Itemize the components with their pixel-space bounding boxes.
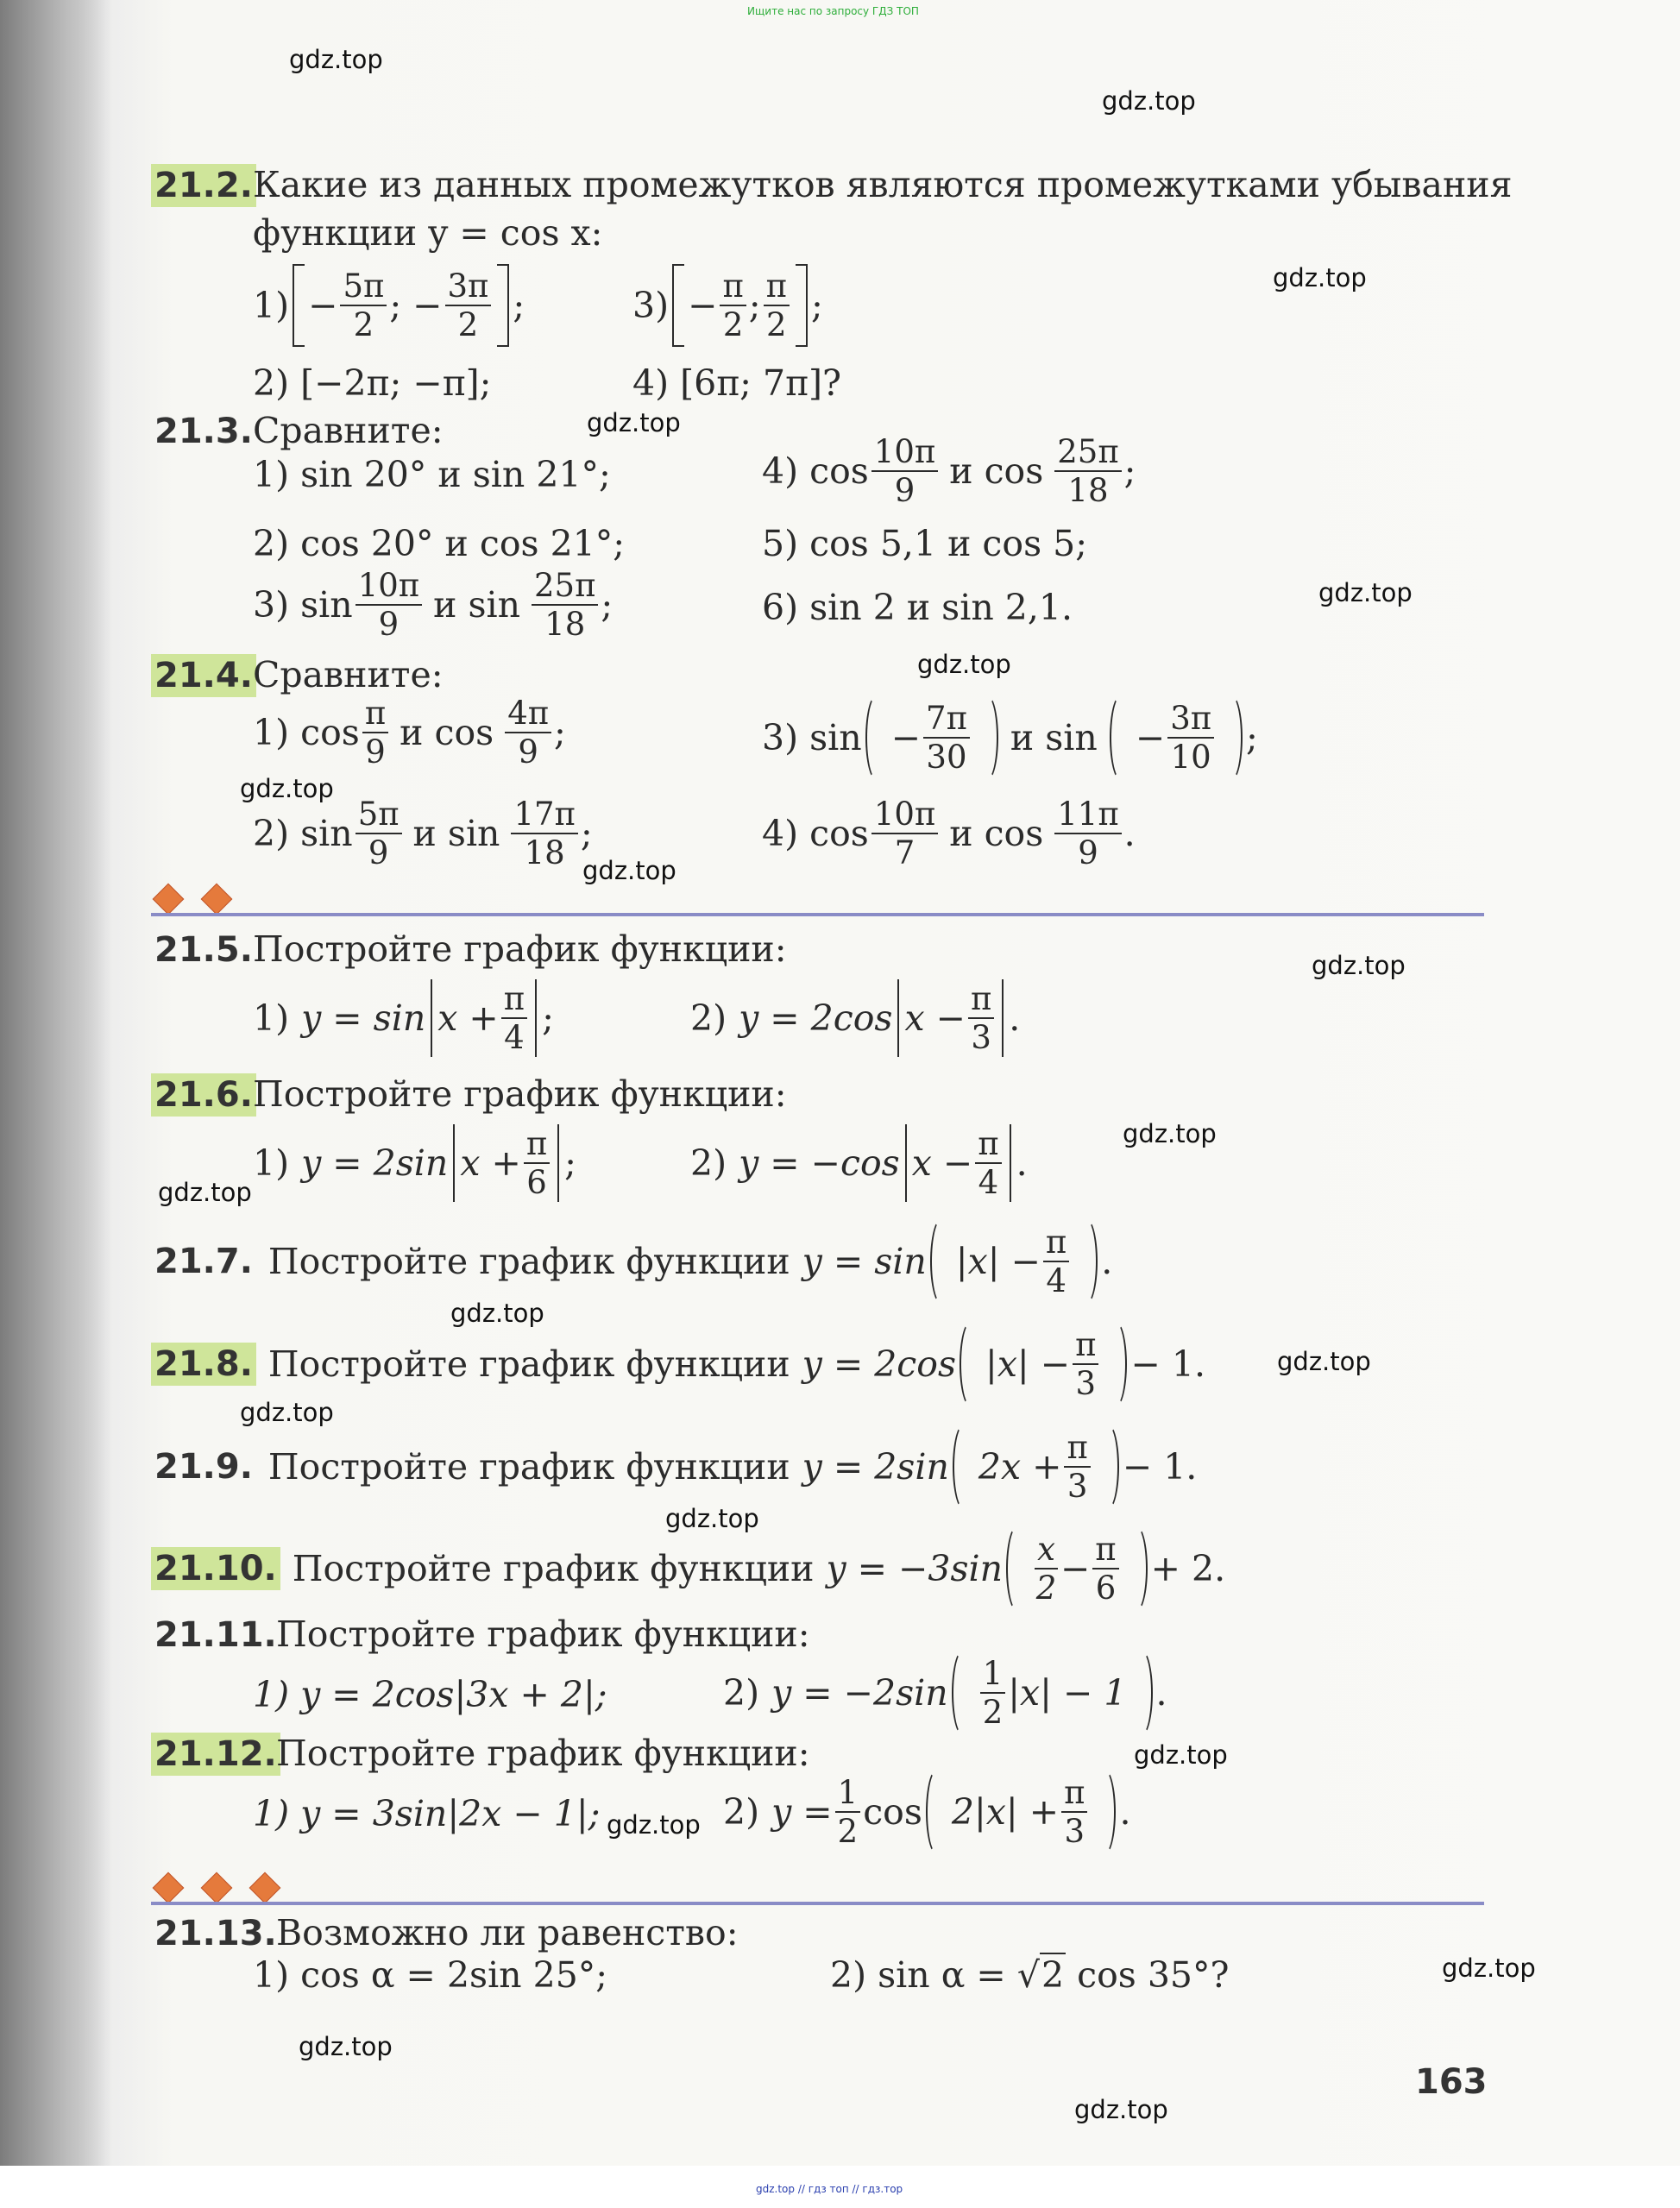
- exercise-item: 2) sin α = √2 cos 35°?: [830, 1954, 1230, 1996]
- absolute-value-bar: [905, 1124, 907, 1202]
- watermark: gdz.top: [1318, 578, 1413, 607]
- watermark: gdz.top: [1123, 1119, 1217, 1148]
- exercise-text: Постройте график функции: [292, 1548, 815, 1589]
- right-bracket: [497, 264, 509, 347]
- absolute-value-bar: [535, 979, 537, 1057]
- exercise-line: 21.10. Постройте график функции y = −3sin $\frac{x}{2}$ − $\frac{\pi}{6}$ + 2.: [151, 1525, 1225, 1612]
- exercise-item: 4) cos $\frac{10\pi}{7}$ и cos $\frac{11\pi}{9}$ .: [762, 796, 1136, 871]
- exercise-number: 21.13.: [154, 1914, 277, 1953]
- fraction: $\frac{\pi}{4}$: [501, 983, 527, 1054]
- exercise-number: 21.2.: [151, 164, 256, 207]
- absolute-value-bar: [1002, 979, 1004, 1057]
- absolute-value-bar: [431, 979, 432, 1057]
- fraction: $\frac{\pi}{3}$: [968, 983, 994, 1054]
- book-spine-shadow: [0, 0, 112, 2166]
- left-bracket: [672, 264, 684, 347]
- exercise-line: 21.8. Постройте график функции y = 2cos |x| − $\frac{\pi}{3}$ − 1.: [151, 1321, 1205, 1407]
- exercise-number: 21.3.: [154, 412, 253, 451]
- exercise-number: 21.10.: [151, 1547, 280, 1590]
- fraction: $\frac{3\pi}{10}$: [1167, 702, 1214, 773]
- bottom-note: gdz.top // гдз топ // гдз.тор: [756, 2183, 903, 2195]
- exercise-number: 21.8.: [151, 1343, 256, 1386]
- watermark: gdz.top: [240, 774, 334, 803]
- fraction: $\frac{\pi}{2}$: [720, 270, 746, 341]
- exercise-text: Постройте график функции: [267, 1446, 790, 1488]
- watermark: gdz.top: [1273, 263, 1367, 293]
- exercise-number: 21.5.: [154, 930, 253, 970]
- exercise-item: 1) − $\frac{5\pi}{2}$ ; − $\frac{3\pi}{2}$ ;: [253, 264, 525, 347]
- absolute-value-bar: [897, 979, 899, 1057]
- watermark: gdz.top: [582, 856, 676, 885]
- watermark: gdz.top: [607, 1810, 701, 1840]
- watermark: gdz.top: [587, 408, 681, 437]
- exercise-item: 3) sin $\frac{10\pi}{9}$ и sin $\frac{25\pi}{18}$ ;: [253, 567, 613, 643]
- exercise-text: функции y = cos x:: [253, 212, 603, 254]
- exercise-line: 21.7. Постройте график функции y = sin |x| − $\frac{\pi}{4}$ .: [151, 1218, 1112, 1305]
- exercise-item: 2) [−2π; −π];: [253, 362, 492, 404]
- exercise-item: 3) sin − $\frac{7\pi}{30}$ и sin − $\frac{3\pi}{10}$ ;: [762, 695, 1258, 781]
- fraction: $\frac{25\pi}{18}$: [532, 569, 598, 640]
- watermark: gdz.top: [917, 650, 1011, 679]
- exercise-text: Постройте график функции:: [253, 928, 787, 970]
- fraction: $\frac{\pi}{2}$: [764, 270, 790, 341]
- fraction: $\frac{17\pi}{18}$: [511, 798, 577, 869]
- exercise-text: Возможно ли равенство:: [276, 1912, 739, 1953]
- absolute-value-bar: [557, 1124, 559, 1202]
- exercise-number: 21.9.: [154, 1447, 253, 1487]
- exercise-item: 1) y = 3sin|2x − 1|;: [253, 1793, 601, 1834]
- fraction: $\frac{10\pi}{7}$: [871, 798, 938, 869]
- exercise-number: 21.6.: [151, 1073, 256, 1117]
- fraction: $\frac{7\pi}{30}$: [923, 702, 970, 773]
- exercise-number: 21.4.: [151, 654, 256, 697]
- exercise-item: 2) y = 2cos x − $\frac{\pi}{3}$ .: [690, 980, 1021, 1056]
- sqrt-sign: √: [1016, 1954, 1040, 1996]
- fraction: $\frac{\pi}{6}$: [524, 1128, 550, 1198]
- exercise-number: 21.12.: [151, 1733, 280, 1776]
- watermark: gdz.top: [1134, 1740, 1228, 1770]
- exercise-text: Постройте график функции:: [276, 1614, 810, 1655]
- absolute-value-bar: [453, 1124, 455, 1202]
- exercise-item: 6) sin 2 и sin 2,1.: [762, 587, 1073, 628]
- exercise-item: 1) y = 2cos|3x + 2|;: [253, 1674, 607, 1715]
- exercise-item: 5) cos 5,1 и cos 5;: [762, 523, 1088, 564]
- watermark: gdz.top: [240, 1398, 334, 1427]
- fraction: $\frac{\pi}{6}$: [1092, 1533, 1118, 1604]
- exercise-item: 1) y = sin x + $\frac{\pi}{4}$ ;: [253, 980, 554, 1056]
- fraction: $\frac{\pi}{4}$: [975, 1128, 1001, 1198]
- exercise-item: 2) y = −2sin $\frac{1}{2}$ |x| − 1 .: [723, 1650, 1167, 1736]
- exercise-item: 1) sin 20° и sin 21°;: [253, 454, 611, 495]
- exercise-item: 1) cos α = 2sin 25°;: [253, 1954, 608, 1996]
- exercise-item: 4) cos $\frac{10\pi}{9}$ и cos $\frac{25\pi}{18}$ ;: [762, 433, 1136, 509]
- watermark: gdz.top: [1074, 2095, 1168, 2124]
- left-bracket: [293, 264, 305, 347]
- watermark: gdz.top: [665, 1504, 759, 1533]
- exercise-text: Постройте график функции: [267, 1343, 790, 1385]
- fraction: $\frac{x}{2}$: [1035, 1531, 1057, 1607]
- exercise-line: 21.9. Постройте график функции y = 2sin 2x + $\frac{\pi}{3}$ − 1.: [151, 1424, 1197, 1510]
- right-bracket: [796, 264, 808, 347]
- fraction: $\frac{\pi}{4}$: [1043, 1226, 1069, 1297]
- section-divider: [151, 913, 1484, 916]
- watermark: gdz.top: [289, 45, 383, 74]
- exercise-text: Сравните:: [253, 410, 444, 451]
- watermark: gdz.top: [450, 1299, 544, 1328]
- fraction: $\frac{\pi}{9}$: [362, 697, 388, 768]
- page-number: 163: [1415, 2062, 1488, 2102]
- fraction: $\frac{\pi}{3}$: [1061, 1777, 1087, 1847]
- exercise-text: Постройте график функции:: [253, 1073, 787, 1115]
- fraction: $\frac{5\pi}{9}$: [356, 798, 402, 869]
- fraction: $\frac{11\pi}{9}$: [1054, 798, 1121, 869]
- watermark: gdz.top: [158, 1178, 252, 1207]
- exercise-text: Постройте график функции: [267, 1241, 790, 1282]
- fraction: $\frac{\pi}{3}$: [1064, 1431, 1090, 1502]
- fraction: $\frac{1}{2}$: [835, 1777, 861, 1847]
- exercise-item: 2) y = $\frac{1}{2}$ cos 2|x| + $\frac{\pi}{3}$ .: [723, 1769, 1131, 1855]
- exercise-text: Постройте график функции:: [276, 1733, 810, 1774]
- watermark: gdz.top: [1312, 951, 1406, 980]
- fraction: $\frac{\pi}{3}$: [1073, 1329, 1098, 1400]
- section-divider: [151, 1902, 1484, 1905]
- exercise-number: 21.11.: [154, 1615, 277, 1655]
- fraction: $\frac{5\pi}{2}$: [340, 270, 387, 341]
- exercise-item: 4) [6π; 7π]?: [632, 362, 841, 404]
- fraction: $\frac{10\pi}{9}$: [356, 569, 422, 640]
- fraction: $\frac{10\pi}{9}$: [871, 436, 938, 506]
- exercise-item: 2) sin $\frac{5\pi}{9}$ и sin $\frac{17\pi}{18}$ ;: [253, 796, 593, 871]
- exercise-text: Сравните:: [253, 654, 444, 695]
- watermark: gdz.top: [1102, 86, 1196, 116]
- exercise-number: 21.7.: [154, 1242, 253, 1281]
- top-search-note: Ищите нас по запросу ГДЗ ТОП: [747, 5, 919, 17]
- fraction: $\frac{4\pi}{9}$: [505, 697, 551, 768]
- fraction: $\frac{1}{2}$: [980, 1658, 1006, 1728]
- fraction: $\frac{25\pi}{18}$: [1054, 436, 1121, 506]
- absolute-value-bar: [1010, 1124, 1011, 1202]
- exercise-item: 1) cos $\frac{\pi}{9}$ и cos $\frac{4\pi}{9}$ ;: [253, 695, 566, 771]
- fraction: $\frac{3\pi}{2}$: [445, 270, 492, 341]
- exercise-item: 2) y = −cos x − $\frac{\pi}{4}$ .: [690, 1125, 1028, 1201]
- exercise-item: 2) cos 20° и cos 21°;: [253, 523, 626, 564]
- exercise-item: 1) y = 2sin x + $\frac{\pi}{6}$ ;: [253, 1125, 576, 1201]
- watermark: gdz.top: [299, 2032, 393, 2061]
- exercise-text: Какие из данных промежутков являются промежутками убывания: [253, 164, 1513, 205]
- exercise-item: 3) − $\frac{\pi}{2}$ ; $\frac{\pi}{2}$ ;: [632, 264, 823, 347]
- watermark: gdz.top: [1442, 1953, 1536, 1983]
- watermark: gdz.top: [1277, 1347, 1371, 1376]
